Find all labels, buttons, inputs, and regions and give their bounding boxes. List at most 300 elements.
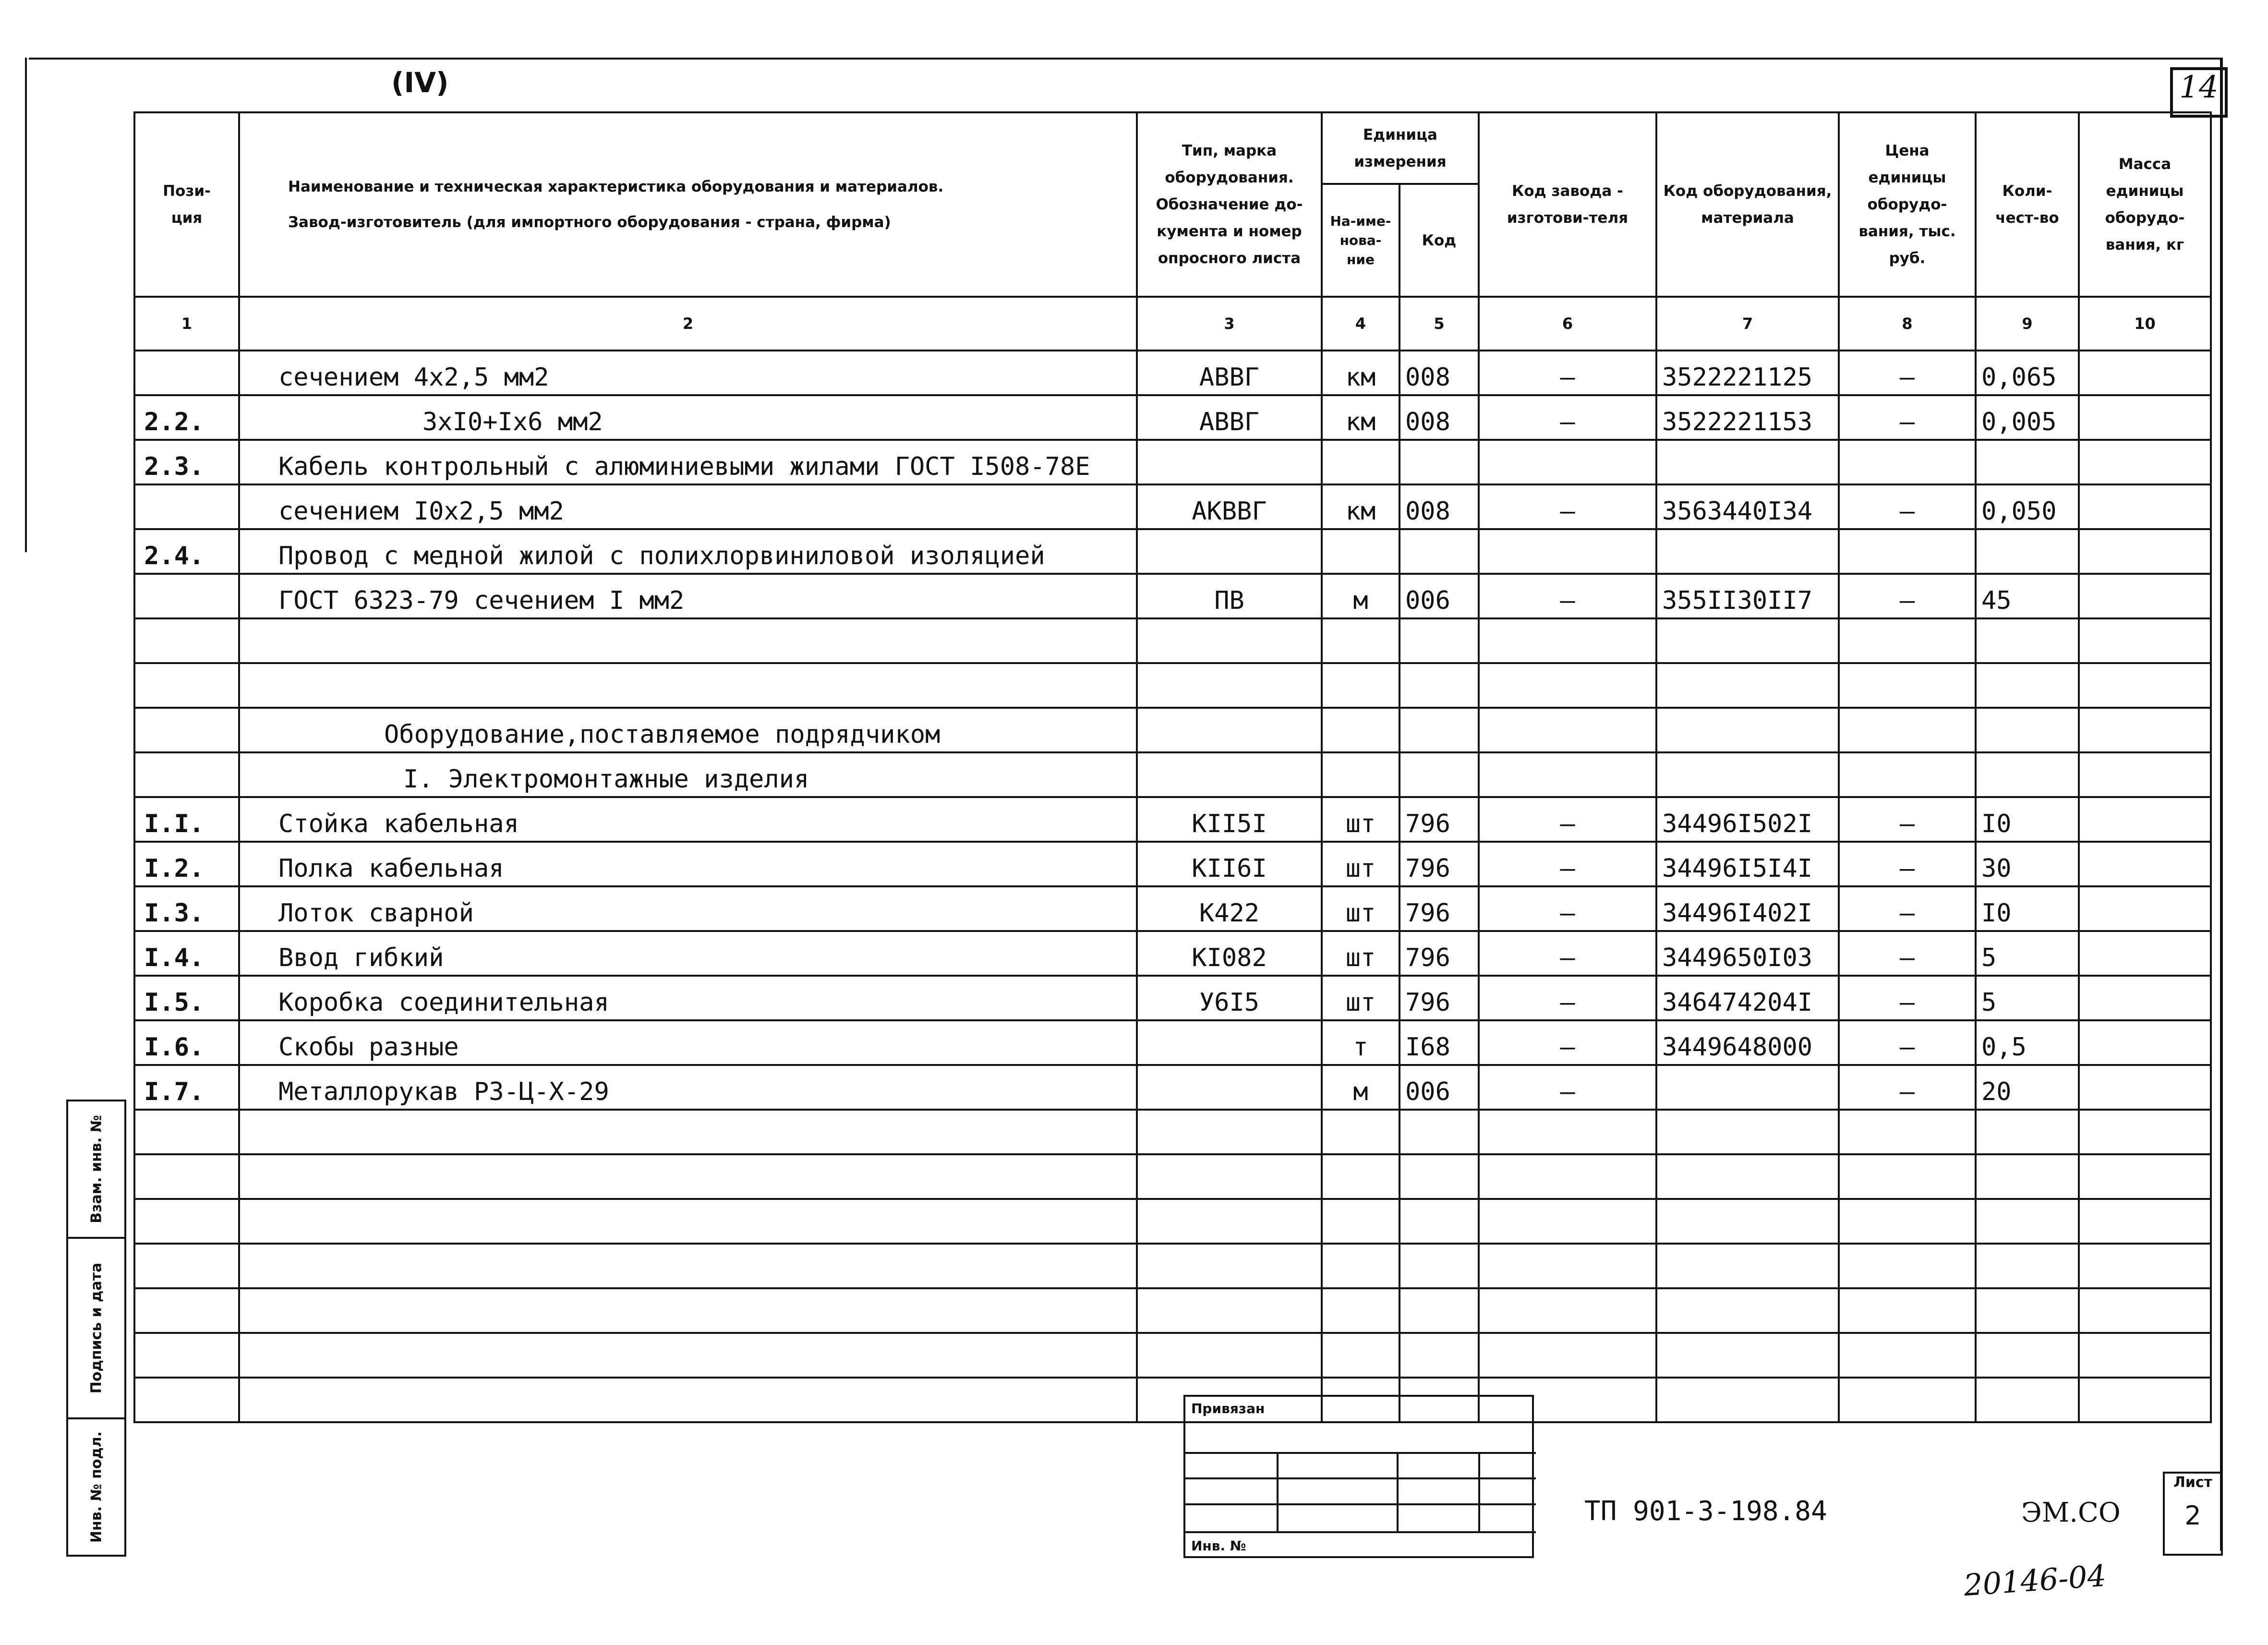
quantity-cell — [1976, 1378, 2079, 1422]
name-cell: Металлорукав РЗ-Ц-Х-29 — [239, 1065, 1137, 1110]
title-block — [1183, 1395, 1534, 1558]
price-cell — [1839, 529, 1976, 574]
side-stamp — [66, 1100, 126, 1556]
stamp-sign-date-label: Подпись и дата — [88, 1262, 105, 1394]
unit-code-cell: 006 — [1399, 1065, 1479, 1110]
quantity-cell — [1976, 1288, 2079, 1333]
position-cell — [134, 708, 239, 752]
mass-cell — [2079, 1199, 2211, 1244]
indented-name: 3хI0+Iх6 мм2 — [422, 408, 603, 436]
type-cell: АВВГ — [1137, 351, 1322, 395]
position-cell — [134, 1378, 239, 1422]
table-body — [134, 351, 2211, 1422]
quantity-cell — [1976, 1110, 2079, 1154]
unit-cell — [1322, 1288, 1399, 1333]
material-code-cell: 34496I402I — [1656, 886, 1839, 931]
corner-number: 14 — [2179, 70, 2219, 105]
mass-cell — [2079, 886, 2211, 931]
name-cell — [239, 1244, 1137, 1288]
name-cell: Кабель контрольный с алюминиевыми жилами ГОСТ I508-78Е — [239, 440, 1137, 484]
price-cell: – — [1839, 886, 1976, 931]
header-material-code: Код оборудования, материала — [1656, 112, 1839, 297]
unit-cell — [1322, 440, 1399, 484]
unit-cell — [1322, 1244, 1399, 1288]
position-cell: I.I. — [134, 797, 239, 842]
quantity-cell: 0,065 — [1976, 351, 2079, 395]
price-cell: – — [1839, 797, 1976, 842]
header-mass: Масса единицы оборудо-вания, кг — [2079, 112, 2211, 297]
unit-cell: шт — [1322, 976, 1399, 1020]
type-cell — [1137, 618, 1322, 663]
plant-code-cell: – — [1479, 931, 1656, 976]
plant-code-cell — [1479, 1110, 1656, 1154]
plant-code-cell: – — [1479, 1065, 1656, 1110]
position-cell — [134, 1333, 239, 1378]
table-row — [134, 1199, 2211, 1244]
unit-cell: шт — [1322, 931, 1399, 976]
quantity-cell — [1976, 708, 2079, 752]
position-cell: I.5. — [134, 976, 239, 1020]
name-cell: ГОСТ 6323-79 сечением I мм2 — [239, 574, 1137, 618]
price-cell — [1839, 752, 1976, 797]
position-cell — [134, 1244, 239, 1288]
position-cell — [134, 1110, 239, 1154]
unit-code-cell — [1399, 663, 1479, 708]
column-number: 4 — [1322, 297, 1399, 351]
type-cell: КI082 — [1137, 931, 1322, 976]
plant-code-cell — [1479, 1244, 1656, 1288]
name-cell — [239, 618, 1137, 663]
type-cell — [1137, 708, 1322, 752]
price-cell — [1839, 618, 1976, 663]
type-cell — [1137, 1110, 1322, 1154]
plant-code-cell — [1479, 1333, 1656, 1378]
plant-code-cell: – — [1479, 574, 1656, 618]
stamp-replace-inv-label: Взам. инв. № — [88, 1115, 105, 1223]
quantity-cell — [1976, 529, 2079, 574]
mass-cell — [2079, 752, 2211, 797]
unit-code-cell: 796 — [1399, 797, 1479, 842]
name-cell: Ввод гибкий — [239, 931, 1137, 976]
column-number: 7 — [1656, 297, 1839, 351]
position-cell: I.2. — [134, 842, 239, 886]
quantity-cell: 0,050 — [1976, 484, 2079, 529]
column-number: 8 — [1839, 297, 1976, 351]
price-cell — [1839, 1378, 1976, 1422]
frame-left-tick — [25, 58, 27, 552]
material-code-cell — [1656, 440, 1839, 484]
price-cell — [1839, 1288, 1976, 1333]
column-number: 6 — [1479, 297, 1656, 351]
material-code-cell: 34496I502I — [1656, 797, 1839, 842]
table-row — [134, 976, 2211, 1020]
position-cell: 2.2. — [134, 395, 239, 440]
unit-code-cell — [1399, 1199, 1479, 1244]
name-cell: Лоток сварной — [239, 886, 1137, 931]
plant-code-cell: – — [1479, 351, 1656, 395]
table-row — [134, 1333, 2211, 1378]
price-cell — [1839, 1199, 1976, 1244]
column-number: 9 — [1976, 297, 2079, 351]
plant-code-cell — [1479, 1288, 1656, 1333]
quantity-cell: I0 — [1976, 797, 2079, 842]
unit-cell — [1322, 752, 1399, 797]
price-cell: – — [1839, 976, 1976, 1020]
price-cell: – — [1839, 351, 1976, 395]
price-cell: – — [1839, 842, 1976, 886]
type-cell: К422 — [1137, 886, 1322, 931]
unit-code-cell: 008 — [1399, 395, 1479, 440]
position-cell: 2.3. — [134, 440, 239, 484]
quantity-cell — [1976, 1333, 2079, 1378]
material-code-cell — [1656, 1378, 1839, 1422]
bound-label: Привязан — [1191, 1401, 1265, 1416]
unit-code-cell — [1399, 1288, 1479, 1333]
name-cell — [239, 752, 1137, 797]
document-mark: ЭМ.СО — [2021, 1497, 2121, 1528]
price-cell: – — [1839, 484, 1976, 529]
table-row — [134, 1244, 2211, 1288]
material-code-cell: 3522221153 — [1656, 395, 1839, 440]
plant-code-cell: – — [1479, 842, 1656, 886]
mass-cell — [2079, 1065, 2211, 1110]
position-cell — [134, 1199, 239, 1244]
price-cell — [1839, 1110, 1976, 1154]
unit-cell — [1322, 663, 1399, 708]
name-cell — [239, 1154, 1137, 1199]
mass-cell — [2079, 1110, 2211, 1154]
mass-cell — [2079, 663, 2211, 708]
price-cell: – — [1839, 931, 1976, 976]
material-code-cell: 346474204I — [1656, 976, 1839, 1020]
position-cell — [134, 618, 239, 663]
quantity-cell: 30 — [1976, 842, 2079, 886]
material-code-cell — [1656, 1199, 1839, 1244]
name-cell: Скобы разные — [239, 1020, 1137, 1065]
header-type: Тип, марка оборудования. Обозначение до-кумента и номер опросного листа — [1137, 112, 1322, 297]
stamp-replace-inv — [66, 1100, 126, 1239]
material-code-cell — [1656, 1244, 1839, 1288]
mass-cell — [2079, 1020, 2211, 1065]
table-row — [134, 351, 2211, 395]
column-number-row — [134, 297, 2211, 351]
table-row — [134, 1110, 2211, 1154]
mass-cell — [2079, 440, 2211, 484]
unit-cell — [1322, 1154, 1399, 1199]
quantity-cell: 5 — [1976, 976, 2079, 1020]
plant-code-cell: – — [1479, 484, 1656, 529]
mass-cell — [2079, 1333, 2211, 1378]
position-cell — [134, 574, 239, 618]
name-cell: сечением 4х2,5 мм2 — [239, 351, 1137, 395]
mass-cell — [2079, 708, 2211, 752]
material-code-cell — [1656, 1110, 1839, 1154]
unit-code-cell: 006 — [1399, 574, 1479, 618]
name-cell — [239, 708, 1137, 752]
material-code-cell: 3449648000 — [1656, 1020, 1839, 1065]
mass-cell — [2079, 842, 2211, 886]
indented-name: I. Электромонтажные изделия — [403, 765, 809, 794]
unit-code-cell — [1399, 752, 1479, 797]
material-code-cell — [1656, 618, 1839, 663]
type-cell: АКВВГ — [1137, 484, 1322, 529]
plant-code-cell — [1479, 708, 1656, 752]
material-code-cell — [1656, 1065, 1839, 1110]
plant-code-cell: – — [1479, 395, 1656, 440]
material-code-cell — [1656, 752, 1839, 797]
name-cell — [239, 663, 1137, 708]
material-code-cell — [1656, 708, 1839, 752]
indented-name: Оборудование,поставляемое подрядчиком — [384, 720, 941, 749]
unit-code-cell — [1399, 1333, 1479, 1378]
unit-cell: т — [1322, 1020, 1399, 1065]
mass-cell — [2079, 618, 2211, 663]
plant-code-cell — [1479, 529, 1656, 574]
unit-code-cell: 796 — [1399, 842, 1479, 886]
table-row — [134, 1378, 2211, 1422]
position-cell — [134, 663, 239, 708]
table-row — [134, 797, 2211, 842]
header-row — [134, 112, 2211, 184]
name-cell — [239, 1110, 1137, 1154]
plant-code-cell — [1479, 752, 1656, 797]
name-cell — [239, 395, 1137, 440]
table-row — [134, 529, 2211, 574]
mass-cell — [2079, 797, 2211, 842]
stamp-inv-orig-label: Инв. № подл. — [88, 1431, 105, 1543]
column-number: 1 — [134, 297, 239, 351]
unit-code-cell: 008 — [1399, 484, 1479, 529]
header-name-line1: Наименование и техническая характеристика оборудования и материалов. — [288, 178, 944, 195]
name-cell: Стойка кабельная — [239, 797, 1137, 842]
plant-code-cell: – — [1479, 976, 1656, 1020]
price-cell — [1839, 1333, 1976, 1378]
unit-cell — [1322, 1110, 1399, 1154]
type-cell — [1137, 1288, 1322, 1333]
type-cell — [1137, 1154, 1322, 1199]
mass-cell — [2079, 1154, 2211, 1199]
quantity-cell: 5 — [1976, 931, 2079, 976]
unit-code-cell: 796 — [1399, 931, 1479, 976]
type-cell: АВВГ — [1137, 395, 1322, 440]
table-row — [134, 440, 2211, 484]
mass-cell — [2079, 395, 2211, 440]
unit-cell: м — [1322, 1065, 1399, 1110]
price-cell — [1839, 708, 1976, 752]
table-row — [134, 931, 2211, 976]
position-cell: I.6. — [134, 1020, 239, 1065]
handwritten-note: 20146-04 — [1962, 1558, 2108, 1603]
name-cell: Полка кабельная — [239, 842, 1137, 886]
quantity-cell — [1976, 1199, 2079, 1244]
unit-code-cell: I68 — [1399, 1020, 1479, 1065]
unit-code-cell — [1399, 708, 1479, 752]
mass-cell — [2079, 351, 2211, 395]
type-cell — [1137, 529, 1322, 574]
type-cell: КII5I — [1137, 797, 1322, 842]
position-cell: 2.4. — [134, 529, 239, 574]
document-code: ТП 901-3-198.84 — [1584, 1496, 1827, 1527]
header-quantity: Коли-чест-во — [1976, 112, 2079, 297]
column-number: 3 — [1137, 297, 1322, 351]
unit-code-cell: 796 — [1399, 886, 1479, 931]
unit-code-cell — [1399, 618, 1479, 663]
material-code-cell: 3449650I03 — [1656, 931, 1839, 976]
unit-cell: шт — [1322, 886, 1399, 931]
unit-cell: шт — [1322, 797, 1399, 842]
name-cell — [239, 1288, 1137, 1333]
table-row — [134, 395, 2211, 440]
unit-code-cell — [1399, 1110, 1479, 1154]
material-code-cell: 3563440I34 — [1656, 484, 1839, 529]
quantity-cell — [1976, 663, 2079, 708]
unit-cell: км — [1322, 351, 1399, 395]
unit-cell — [1322, 1199, 1399, 1244]
plant-code-cell — [1479, 1199, 1656, 1244]
plant-code-cell — [1479, 618, 1656, 663]
header-price: Цена единицы оборудо-вания, тыс. руб. — [1839, 112, 1976, 297]
column-number: 5 — [1399, 297, 1479, 351]
unit-cell — [1322, 1333, 1399, 1378]
mass-cell — [2079, 574, 2211, 618]
unit-cell: км — [1322, 395, 1399, 440]
plant-code-cell — [1479, 1154, 1656, 1199]
price-cell — [1839, 663, 1976, 708]
header-unit-code: Код — [1399, 184, 1479, 297]
position-cell — [134, 752, 239, 797]
quantity-cell — [1976, 440, 2079, 484]
type-cell — [1137, 1020, 1322, 1065]
plant-code-cell — [1479, 440, 1656, 484]
quantity-cell: I0 — [1976, 886, 2079, 931]
position-cell: I.3. — [134, 886, 239, 931]
type-cell: ПВ — [1137, 574, 1322, 618]
unit-cell: км — [1322, 484, 1399, 529]
table-row — [134, 663, 2211, 708]
material-code-cell — [1656, 529, 1839, 574]
name-cell — [239, 1378, 1137, 1422]
material-code-cell: 3522221125 — [1656, 351, 1839, 395]
name-cell — [239, 1333, 1137, 1378]
material-code-cell — [1656, 1154, 1839, 1199]
stamp-sign-date — [66, 1237, 126, 1419]
sheet-label: Лист — [2173, 1474, 2213, 1491]
unit-code-cell — [1399, 440, 1479, 484]
header-name-line2: Завод-изготовитель (для импортного оборудования - страна, фирма) — [288, 214, 891, 231]
price-cell — [1839, 1244, 1976, 1288]
plant-code-cell: – — [1479, 1020, 1656, 1065]
material-code-cell — [1656, 663, 1839, 708]
mass-cell — [2079, 484, 2211, 529]
table-row — [134, 886, 2211, 931]
material-code-cell: 34496I5I4I — [1656, 842, 1839, 886]
table-row — [134, 484, 2211, 529]
type-cell — [1137, 1333, 1322, 1378]
unit-code-cell: 796 — [1399, 976, 1479, 1020]
position-cell: I.7. — [134, 1065, 239, 1110]
sheet-number: 2 — [2184, 1500, 2201, 1531]
type-cell — [1137, 440, 1322, 484]
unit-code-cell — [1399, 1154, 1479, 1199]
table-row — [134, 1020, 2211, 1065]
type-cell: КII6I — [1137, 842, 1322, 886]
unit-cell: шт — [1322, 842, 1399, 886]
name-cell: Провод с медной жилой с полихлорвиниловой изоляцией — [239, 529, 1137, 574]
price-cell — [1839, 1154, 1976, 1199]
top-label: (IV) — [391, 66, 449, 99]
unit-cell: м — [1322, 574, 1399, 618]
type-cell — [1137, 1065, 1322, 1110]
price-cell: – — [1839, 395, 1976, 440]
position-cell — [134, 1288, 239, 1333]
header-unit-group: Единица измерения — [1322, 112, 1479, 184]
type-cell — [1137, 663, 1322, 708]
table-row — [134, 842, 2211, 886]
position-cell — [134, 484, 239, 529]
quantity-cell — [1976, 618, 2079, 663]
quantity-cell — [1976, 1244, 2079, 1288]
specification-table — [133, 111, 2212, 1423]
quantity-cell — [1976, 752, 2079, 797]
type-cell — [1137, 752, 1322, 797]
mass-cell — [2079, 931, 2211, 976]
name-cell: сечением I0х2,5 мм2 — [239, 484, 1137, 529]
price-cell — [1839, 440, 1976, 484]
table-row — [134, 1065, 2211, 1110]
name-cell — [239, 1199, 1137, 1244]
position-cell — [134, 351, 239, 395]
header-plant-code: Код завода - изготови-теля — [1479, 112, 1656, 297]
header-name — [239, 112, 1137, 297]
position-cell — [134, 1154, 239, 1199]
name-cell: Коробка соединительная — [239, 976, 1137, 1020]
type-cell — [1137, 1199, 1322, 1244]
mass-cell — [2079, 976, 2211, 1020]
stamp-inv-orig — [66, 1417, 126, 1557]
mass-cell — [2079, 1244, 2211, 1288]
unit-code-cell: 008 — [1399, 351, 1479, 395]
table-row — [134, 1288, 2211, 1333]
column-number: 10 — [2079, 297, 2211, 351]
unit-code-cell — [1399, 529, 1479, 574]
material-code-cell — [1656, 1333, 1839, 1378]
material-code-cell: 355II30II7 — [1656, 574, 1839, 618]
column-number: 2 — [239, 297, 1137, 351]
quantity-cell: 20 — [1976, 1065, 2079, 1110]
inv-no-label: Инв. № — [1191, 1538, 1246, 1554]
quantity-cell: 0,005 — [1976, 395, 2079, 440]
table-row — [134, 752, 2211, 797]
header-unit-name: На-име-нова-ние — [1322, 184, 1399, 297]
price-cell: – — [1839, 1065, 1976, 1110]
unit-cell — [1322, 708, 1399, 752]
type-cell — [1137, 1244, 1322, 1288]
plant-code-cell: – — [1479, 886, 1656, 931]
unit-cell — [1322, 529, 1399, 574]
mass-cell — [2079, 1288, 2211, 1333]
type-cell: У6I5 — [1137, 976, 1322, 1020]
table-row — [134, 1154, 2211, 1199]
position-cell: I.4. — [134, 931, 239, 976]
table-row — [134, 618, 2211, 663]
plant-code-cell — [1479, 663, 1656, 708]
header-position: Пози- ция — [134, 112, 239, 297]
unit-cell — [1322, 618, 1399, 663]
quantity-cell: 45 — [1976, 574, 2079, 618]
mass-cell — [2079, 529, 2211, 574]
material-code-cell — [1656, 1288, 1839, 1333]
table-row — [134, 574, 2211, 618]
